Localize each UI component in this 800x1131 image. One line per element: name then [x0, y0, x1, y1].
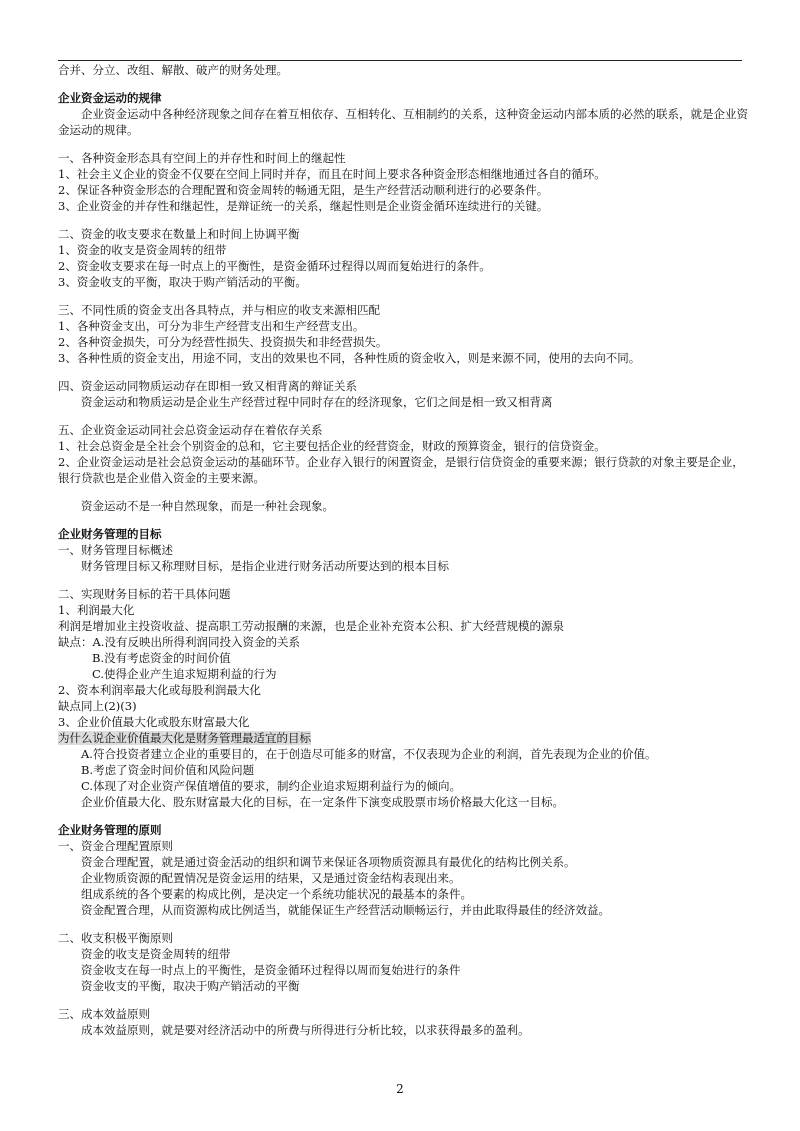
subheading: 一、财务管理目标概述 [58, 543, 173, 557]
subheading: 三、不同性质的资金支出各具特点，并与相应的收支来源相匹配 [58, 303, 380, 317]
text-line: 利润是增加业主投资收益、提高职工劳动报酬的来源，也是企业补充资本公积、扩大经营规模的源泉 [58, 619, 564, 633]
section-heading: 企业资金运动的规律 [58, 91, 162, 105]
text-line: 组成系统的各个要素的构成比例，是决定一个系统功能状况的最基本的条件。 [81, 887, 472, 901]
subheading: 二、收支积极平衡原则 [58, 931, 173, 945]
text-line: 资金收支在每一时点上的平衡性，是资金循环过程得以周而复始进行的条件 [81, 963, 461, 977]
list-item: 1、社会主义企业的资金不仅要在空间上同时并存，而且在时间上要求各种资金形态相继地通过各自的循环。 [58, 167, 606, 181]
highlighted-question: 为什么说企业价值最大化是财务管理最适宜的目标 [58, 731, 311, 745]
header-rule [58, 60, 742, 61]
text-line: 企业物质资源的配置情况是资金运用的结果，又是通过资金结构表现出来。 [81, 871, 461, 885]
subheading: 二、实现财务目标的若干具体问题 [58, 587, 231, 601]
list-item: 2、资本利润率最大化或每股利润最大化 [58, 683, 261, 697]
text-line: C.使得企业产生追求短期利益的行为 [92, 667, 277, 681]
text-line: 企业价值最大化、股东财富最大化的目标，在一定条件下演变成股票市场价格最大化这一目标。 [81, 795, 564, 809]
subheading: 五、企业资金运动同社会总资金运动存在着依存关系 [58, 423, 323, 437]
section-heading: 企业财务管理的目标 [58, 527, 162, 541]
subheading: 三、成本效益原则 [58, 1007, 150, 1021]
text-line: 资金收支的平衡，取决于购产销活动的平衡 [81, 979, 300, 993]
text-line: 资金合理配置，就是通过资金活动的组织和调节来保证各项物质资源具有最优化的结构比例关系。 [81, 855, 576, 869]
list-item: 2、保证各种资金形态的合理配置和资金周转的畅通无阻，是生产经营活动顺利进行的必要条件。 [58, 183, 549, 197]
subheading: 二、资金的收支要求在数量上和时间上协调平衡 [58, 227, 300, 241]
subheading: 四、资金运动同物质运动存在即相一致又相背离的辩证关系 [58, 379, 357, 393]
text-line: B.没有考虑资金的时间价值 [92, 651, 231, 665]
text-line: A.符合投资者建立企业的重要目的，在于创造尽可能多的财富，不仅表现为企业的利润，首先表现为企业的价值。 [81, 747, 657, 761]
text-line: 缺点：A.没有反映出所得利润同投入资金的关系 [58, 635, 300, 649]
document-body [58, 62, 748, 1038]
text-line: 资金配置合理，从而资源构成比例适当，就能保证生产经营活动顺畅运行，并由此取得最佳的经济效益。 [81, 903, 610, 917]
list-item: 1、利润最大化 [58, 603, 135, 617]
list-item: 1、社会总资金是全社会个别资金的总和，它主要包括企业的经营资金，财政的预算资金，银行的信贷资金。 [58, 439, 606, 453]
section-heading: 企业财务管理的原则 [58, 823, 162, 837]
paragraph: 企业资金运动中各种经济现象之间存在着互相依存、互相转化、互相制约的关系，这种资金运动内部本质的必然的联系，就是企业资金运动的规律。 [58, 107, 748, 137]
subheading: 一、资金合理配置原则 [58, 839, 173, 853]
text-line: 资金运动不是一种自然现象，而是一种社会现象。 [81, 499, 334, 513]
text-line: 财务管理目标又称理财目标，是指企业进行财务活动所要达到的根本目标 [81, 559, 449, 573]
list-item: 1、各种资金支出，可分为非生产经营支出和生产经营支出。 [58, 319, 365, 333]
list-item: 3、资金收支的平衡，取决于购产销活动的平衡。 [58, 275, 307, 289]
text-line: 合并、分立、改组、解散、破产的财务处理。 [58, 63, 288, 77]
text-line: 成本效益原则，就是要对经济活动中的所费与所得进行分析比较，以求获得最多的盈利。 [81, 1023, 530, 1037]
list-item: 3、各种性质的资金支出，用途不同，支出的效果也不同，各种性质的资金收入，则是来源不同，使用的去向不同。 [58, 351, 641, 365]
page-number: 2 [396, 1082, 404, 1096]
list-item: 2、各种资金损失，可分为经营性损失、投资损失和非经营损失。 [58, 335, 388, 349]
text-line: 缺点同上(2)(3) [58, 699, 137, 713]
list-item: 1、资金的收支是资金周转的纽带 [58, 243, 227, 257]
text-line: C.体现了对企业资产保值增值的要求，制约企业追求短期利益行为的倾向。 [81, 779, 462, 793]
subheading: 一、各种资金形态具有空间上的并存性和时间上的继起性 [58, 151, 346, 165]
list-item: 3、企业资金的并存性和继起性，是辩证统一的关系，继起性则是企业资金循环连续进行的关键。 [58, 199, 549, 213]
text-line: 资金的收支是资金周转的纽带 [81, 947, 231, 961]
list-item: 2、企业资金运动是社会总资金运动的基础环节。企业存入银行的闲置资金，是银行信贷资金的重要来源；银行贷款的对象主要是企业，银行贷款也是企业借入资金的主要来源。 [58, 455, 744, 485]
text-line: 资金运动和物质运动是企业生产经营过程中同时存在的经济现象，它们之间是相一致又相背离 [81, 395, 553, 409]
text-line: B.考虑了资金时间价值和风险问题 [81, 763, 255, 777]
list-item: 2、资金收支要求在每一时点上的平衡性，是资金循环过程得以周而复始进行的条件。 [58, 259, 491, 273]
list-item: 3、企业价值最大化或股东财富最大化 [58, 715, 250, 729]
